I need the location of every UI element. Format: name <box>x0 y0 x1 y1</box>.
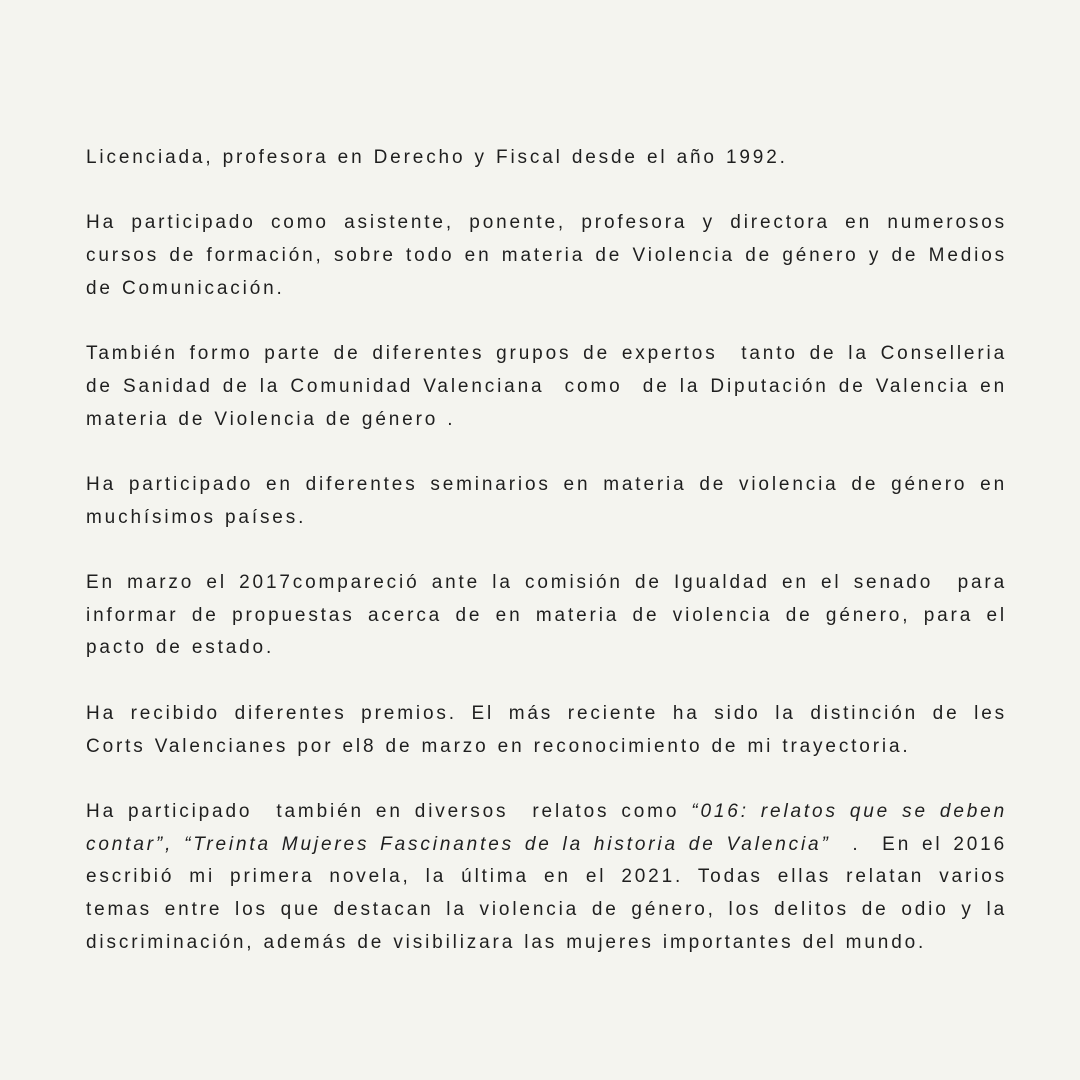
paragraph-seminars: Ha participado en diferentes seminarios en materia de violencia de género en muchísimos países. <box>86 473 1017 528</box>
paragraph-awards: Ha recibido diferentes premios. El más reciente ha sido la distinción de les Corts Valencianes por el8 de marzo en reconocimiento de mi trayectoria. <box>86 702 1017 757</box>
paragraph-courses: Ha participado como asistente, ponente, profesora y directora en numerosos cursos de formación, sobre todo en materia de Violencia de género y de Medios de Comunicación. <box>86 212 1017 299</box>
paragraph-expert-groups: También formo parte de diferentes grupos de expertos tanto de la Conselleria de Sanidad de la Comunidad Valenciana como de la Diputación de Valencia en materia de Violencia de género . <box>86 343 1017 430</box>
book-title-treinta-mujeres: “Treinta Mujeres Fascinantes de la historia de Valencia” <box>184 833 831 855</box>
publications-rest: . En el 2016 escribió mi primera novela, la última en el 2021. Todas ellas relatan varios temas entre los que destacan la violencia de género, los delitos de odio y la discriminación, además de visibilizara las mujeres importantes del mundo. <box>86 833 1017 953</box>
book-title-016: “016: relatos que se deben contar” <box>86 800 1017 855</box>
title-separator: , <box>165 833 185 855</box>
biography-text <box>86 142 1017 959</box>
paragraph-publications <box>86 796 1017 960</box>
paragraph-senate: En marzo el 2017compareció ante la comisión de Igualdad en el senado para informar de propuestas acerca de en materia de violencia de género, para el pacto de estado. <box>86 572 1017 659</box>
publications-intro: Ha participado también en diversos relatos como <box>86 800 692 822</box>
paragraph-degree: Licenciada, profesora en Derecho y Fiscal desde el año 1992. <box>86 147 788 168</box>
